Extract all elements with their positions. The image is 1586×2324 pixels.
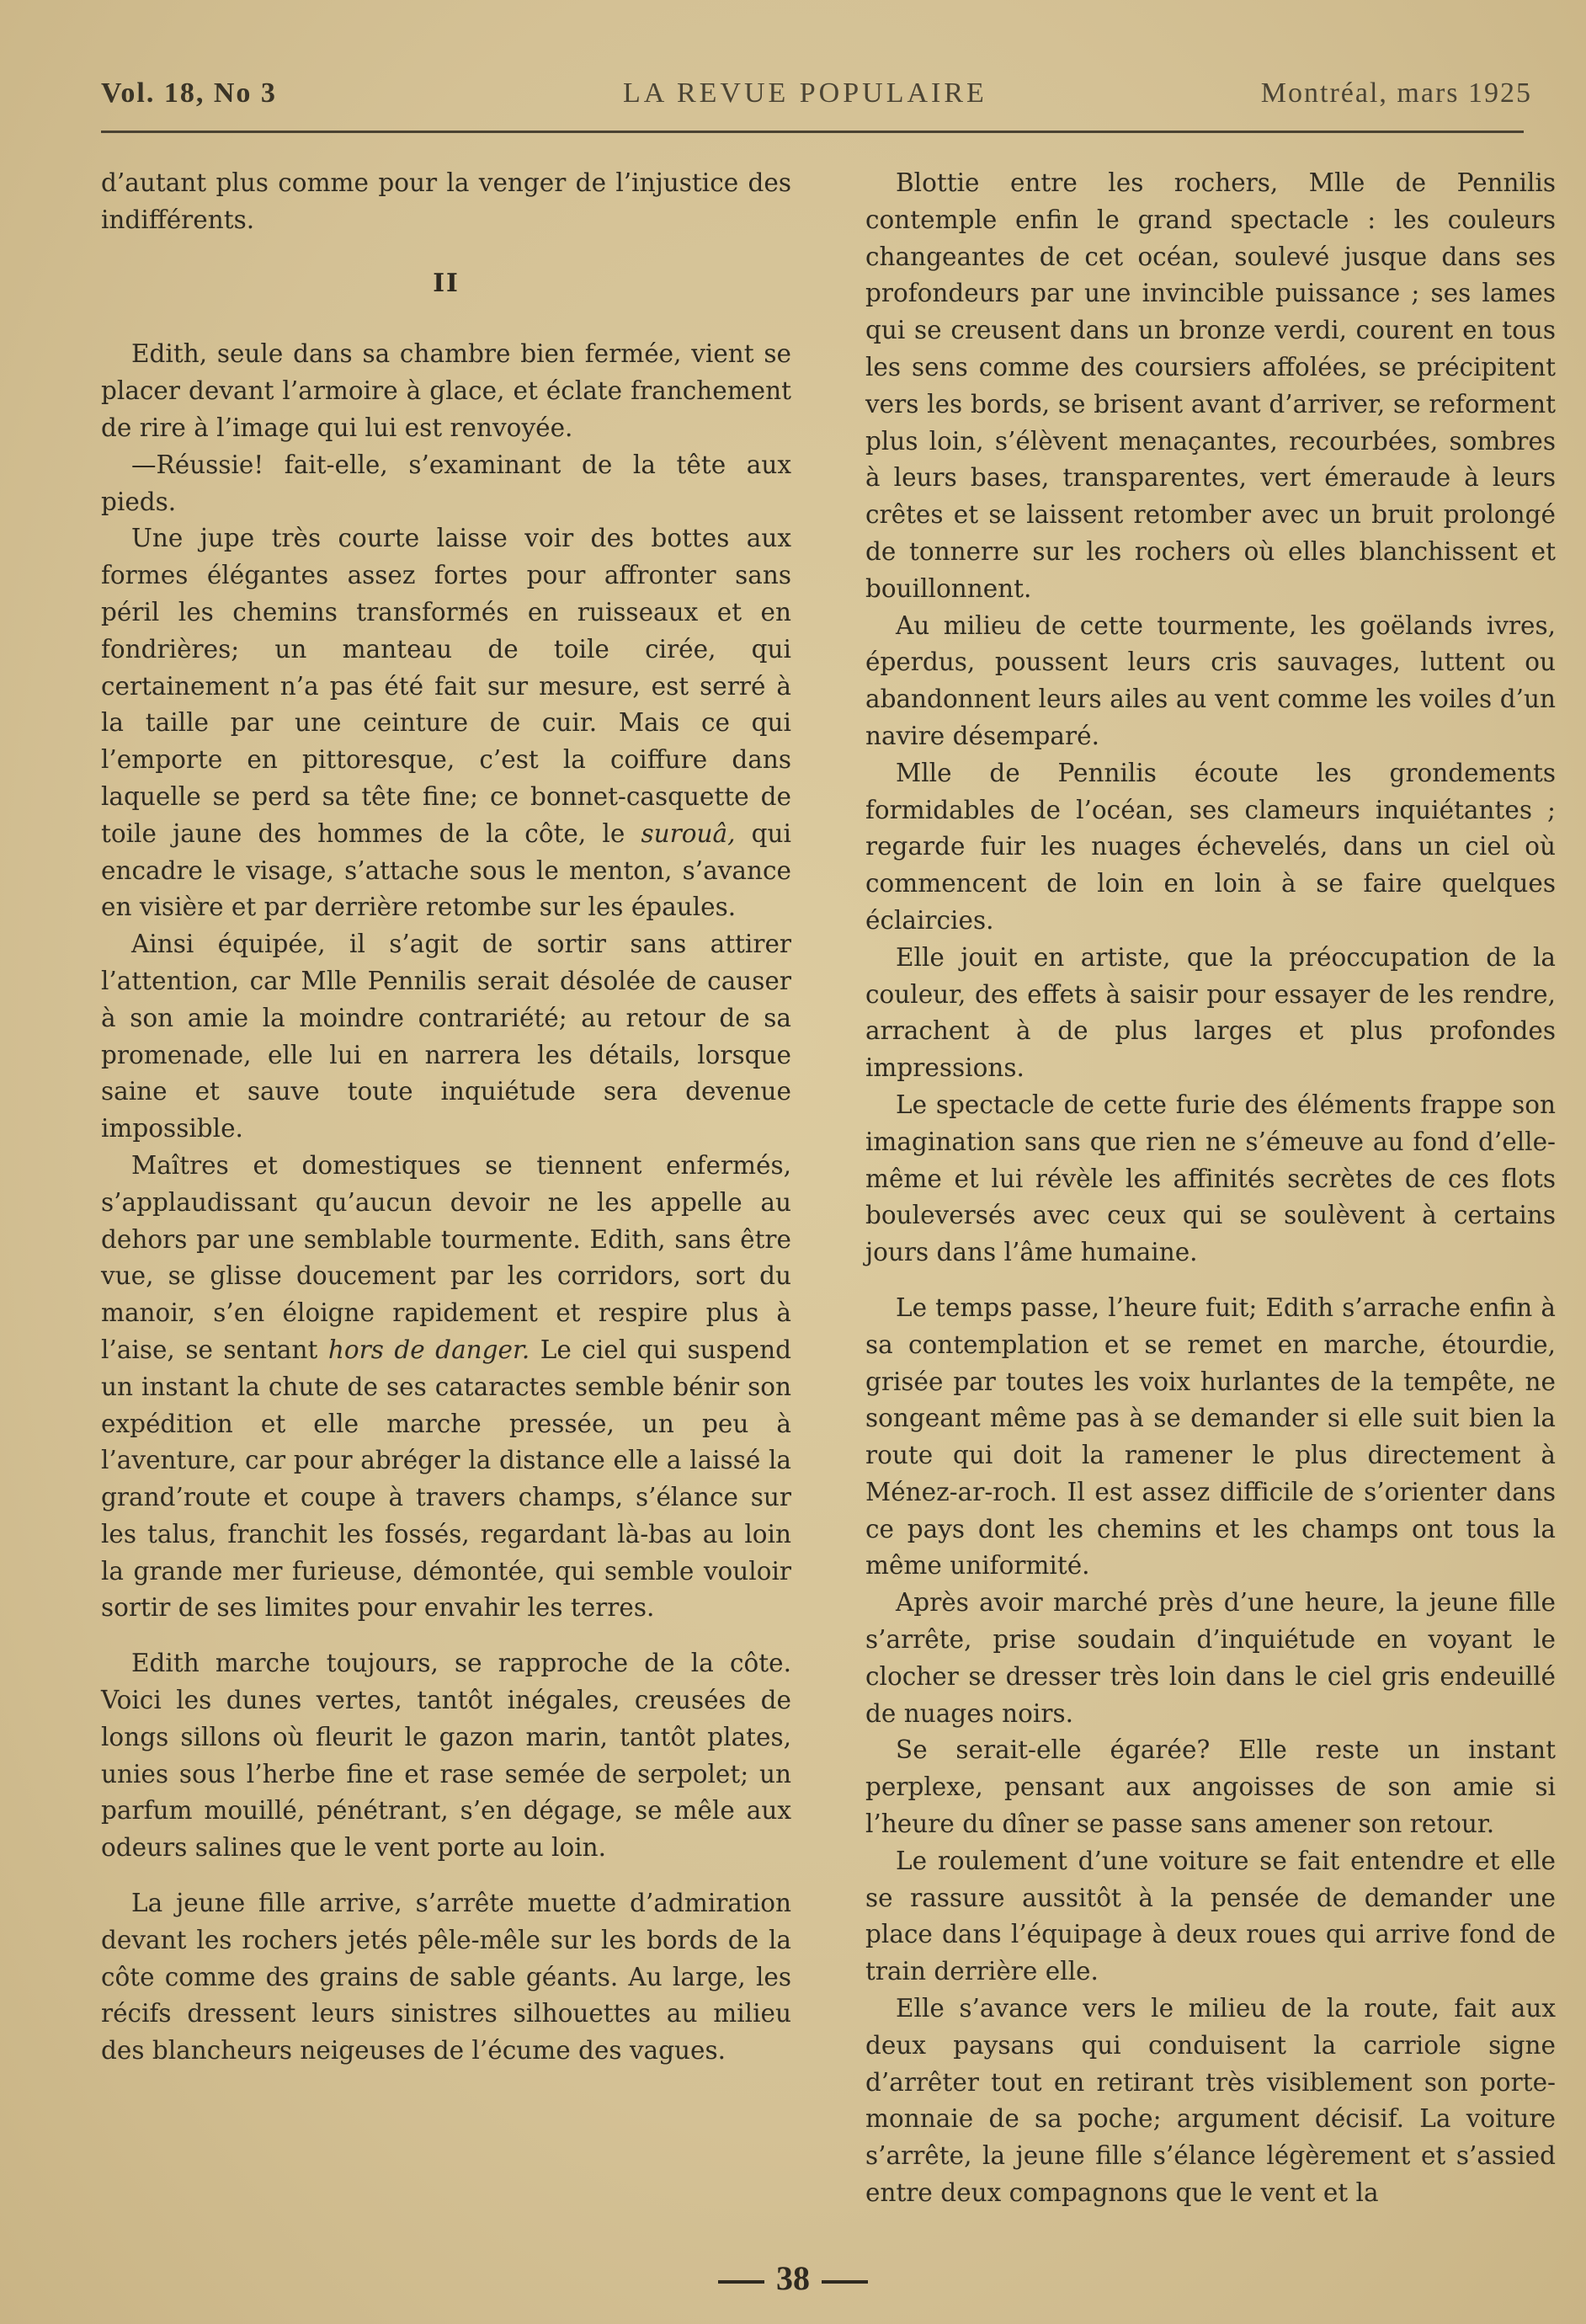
header-rule: [101, 131, 1524, 133]
text-run: Une jupe très courte laisse voir des bottes aux formes élégantes assez fortes pour affronter sans péril les chemins transformés en ruisseaux et en fondrières; un manteau de toile cirée, qui certainement n’a pas été fait sur mesure, est serré à la taille par une ceinture de cuir. Mais ce qui l’emporte en pittoresque, c’est la coiffure dans laquelle se perd sa tête fine; ce bonnet-casquette de toile jaune des hommes de la côte, le: [101, 524, 791, 848]
paragraph: d’autant plus comme pour la venger de l’injustice des indifférents.: [101, 168, 791, 234]
page-number: [0, 2258, 1586, 2298]
paragraph: Blottie entre les rochers, Mlle de Pennilis contemple enfin le grand spectacle : les couleurs changeantes de cet océan, soulevé jusque dans ses profondeurs par une invincible puissance ; ses lames qui se creusent dans un bronze verdi, courent en tous les sens comme des coursiers affolées, se précipitent vers les bords, se brisent avant d’arriver, se reforment plus loin, s’élèvent menaçantes, recourbées, sombres à leurs bases, transparentes, vert émeraude à leurs crêtes et se laissent retomber avec un bruit prolongé de tonnerre sur les rochers où elles blanchissent et bouillonnent.: [865, 168, 1556, 603]
paragraph: Elle jouit en artiste, que la préoccupation de la couleur, des effets à saisir pour essayer de les rendre, arrachent à de plus larges et plus profondes impressions.: [865, 942, 1556, 1083]
paragraph: Le spectacle de cette furie des éléments frappe son imagination sans que rien ne s’émeuve au fond d’elle-même et lui révèle les affinités secrètes de ces flots bouleversés avec ceux qui se soulèvent à certains jours dans l’âme humaine.: [865, 1090, 1556, 1267]
issue-date: Montréal, mars 1925: [1260, 77, 1532, 109]
paragraph: Le roulement d’une voiture se fait entendre et elle se rassure aussitôt à la pensée de demander une place dans l’équipage à deux roues qui arrive fond de train derrière elle.: [865, 1846, 1556, 1986]
running-header: [101, 77, 1532, 120]
folio-dash-left: [718, 2280, 764, 2284]
text-run: qui encadre le visage, s’attache sous le menton, s’avance en visière et par derrière retombe sur les épaules.: [101, 818, 791, 922]
volume-number: Vol. 18, No 3: [101, 77, 277, 109]
folio-dash-right: [822, 2280, 868, 2284]
italic-phrase: hors de danger.: [327, 1335, 530, 1364]
paragraph: Elle s’avance vers le milieu de la route, fait aux deux paysans qui conduisent la carriole signe d’arrêter tout en retirant très visiblement son porte-monnaie de sa poche; argument décisif. La voiture s’arrête, la jeune fille s’élance légèrement et s’assied entre deux compagnons que le vent et la: [865, 1994, 1556, 2208]
paragraph: La jeune fille arrive, s’arrête muette d’admiration devant les rochers jetés pêle-mêle sur les bords de la côte comme des grains de sable géants. Au large, les récifs dressent leurs sinistres silhouettes au milieu des blancheurs neigeuses de l’écume des vagues.: [101, 1889, 791, 2065]
paragraph: Au milieu de cette tourmente, les goëlands ivres, éperdus, poussent leurs cris sauvages, luttent ou abandonnent leurs ailes au vent comme les voiles d’un navire désemparé.: [865, 610, 1556, 750]
text-run: Maîtres et domestiques se tiennent enfermés, s’applaudissant qu’aucun devoir ne les appelle au dehors par une semblable tourmente. Edith, sans être vue, se glisse doucement par les corridors, sort du manoir, s’en éloigne rapidement et respire plus à l’aise, se sentant: [101, 1150, 791, 1364]
text-run: Le ciel qui suspend un instant la chute de ses cataractes semble bénir son expédition et elle marche pressée, un peu à l’aventure, car pour abréger la distance elle a laissé la grand’route et coupe à travers champs, s’élance sur les talus, franchit les fossés, regardant là-bas au loin la grande mer furieuse, démontée, qui semble vouloir sortir de ses limites pour envahir les terres.: [101, 1335, 791, 1623]
italic-term: surouâ,: [641, 818, 736, 848]
paragraph: Mlle de Pennilis écoute les grondements formidables de l’océan, ses clameurs inquiétantes ; regarde fuir les nuages échevelés, dans un ciel où commencent de loin en loin à se faire quelques éclaircies.: [865, 758, 1556, 935]
paragraph: —Réussie! fait-elle, s’examinant de la tête aux pieds.: [101, 450, 791, 516]
paragraph: [101, 1148, 791, 1627]
left-column: [101, 165, 791, 2070]
paragraph: [101, 520, 791, 926]
paragraph: Se serait-elle égarée? Elle reste un instant perplexe, pensant aux angoisses de son amie si l’heure du dîner se passe sans amener son retour.: [865, 1735, 1556, 1839]
paragraph: Après avoir marché près d’une heure, la jeune fille s’arrête, prise soudain d’inquiétude en voyant le clocher se dresser très loin dans le ciel gris endeuillé de nuages noirs.: [865, 1588, 1556, 1728]
paragraph: Edith marche toujours, se rapproche de la côte. Voici les dunes vertes, tantôt inégales, creusées de longs sillons où fleurit le gazon marin, tantôt plates, unies sous l’herbe fine et rase semée de serpolet; un parfum mouillé, pénétrant, s’en dégage, se mêle aux odeurs salines que le vent porte au loin.: [101, 1649, 791, 1863]
section-number: II: [433, 267, 460, 297]
paragraph: Le temps passe, l’heure fuit; Edith s’arrache enfin à sa contemplation et se remet en marche, étourdie, grisée par toutes les voix hurlantes de la tempête, ne songeant même pas à se demander si elle suit bien la route qui doit la ramener le plus directement à Ménez-ar-roch. Il est assez difficile de s’orienter dans ce pays dont les chemins et les champs ont tous la même uniformité.: [865, 1293, 1556, 1580]
right-column: [865, 165, 1556, 2212]
paragraph: Ainsi équipée, il s’agit de sortir sans attirer l’attention, car Mlle Pennilis serait désolée de causer à son amie la moindre contrariété; au retour de sa promenade, elle lui en narrera les détails, lorsque saine et sauve toute inquiétude sera devenue impossible.: [101, 930, 791, 1143]
journal-title: LA REVUE POPULAIRE: [623, 77, 987, 109]
paragraph: Edith, seule dans sa chambre bien fermée, vient se placer devant l’armoire à glace, et éclate franchement de rire à l’image qui lui est renvoyée.: [101, 339, 791, 442]
page-number-text: 38: [776, 2259, 810, 2297]
